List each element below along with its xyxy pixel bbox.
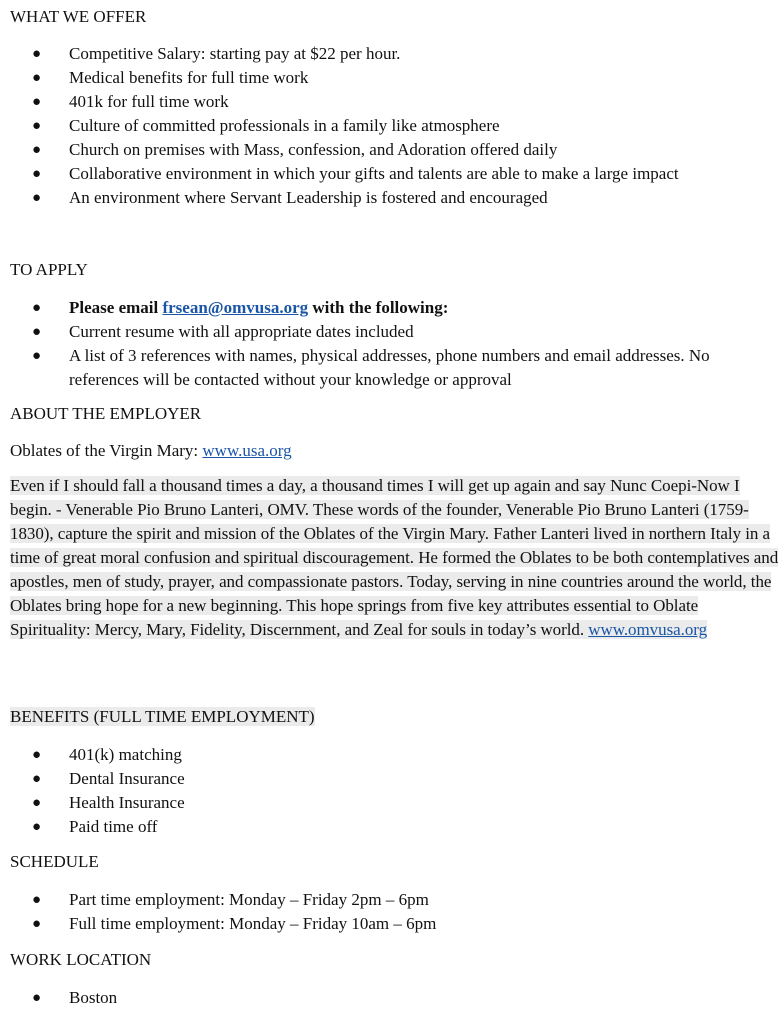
bullet-icon: ● xyxy=(32,747,42,763)
bullet-icon: ● xyxy=(32,324,42,340)
org-website-link[interactable]: www.usa.org xyxy=(202,441,292,460)
list-item: ● Competitive Salary: starting pay at $22 per hour. xyxy=(10,42,782,66)
list-item: ● 401k for full time work xyxy=(10,90,782,114)
bullet-icon: ● xyxy=(32,771,42,787)
benefits-heading: BENEFITS (FULL TIME EMPLOYMENT) xyxy=(10,707,315,726)
list-item: ● Collaborative environment in which your gifts and talents are able to make a large impact xyxy=(10,162,782,186)
list-item: ● 401(k) matching xyxy=(10,743,782,767)
list-item: ● Please email frsean@omvusa.org with the following: xyxy=(10,296,782,320)
bullet-icon: ● xyxy=(32,300,42,316)
list-item: ● An environment where Servant Leadership is fostered and encouraged xyxy=(10,186,782,210)
apply-heading: TO APPLY xyxy=(10,260,88,279)
list-item: ● Part time employment: Monday – Friday 2pm – 6pm xyxy=(10,888,782,912)
email-link[interactable]: frsean@omvusa.org xyxy=(162,298,309,317)
list-item: ● Culture of committed professionals in a family like atmosphere xyxy=(10,114,782,138)
list-item: ● Paid time off xyxy=(10,815,782,839)
bullet-icon: ● xyxy=(32,70,42,86)
employer-heading: ABOUT THE EMPLOYER xyxy=(10,404,202,423)
bullet-icon: ● xyxy=(32,348,42,364)
bullet-icon: ● xyxy=(32,142,42,158)
location-list xyxy=(10,986,782,1010)
apply-list xyxy=(10,296,782,392)
list-item: ● Medical benefits for full time work xyxy=(10,66,782,90)
schedule-list xyxy=(10,888,782,936)
bullet-icon: ● xyxy=(32,190,42,206)
bullet-icon: ● xyxy=(32,990,42,1006)
bullet-icon: ● xyxy=(32,819,42,835)
list-item: ● Dental Insurance xyxy=(10,767,782,791)
employer-org-line: Oblates of the Virgin Mary: www.usa.org xyxy=(10,441,292,460)
bullet-icon: ● xyxy=(32,892,42,908)
bullet-icon: ● xyxy=(32,118,42,134)
bullet-icon: ● xyxy=(32,166,42,182)
benefits-list xyxy=(10,743,782,839)
list-item: ● Boston xyxy=(10,986,782,1010)
bullet-icon: ● xyxy=(32,916,42,932)
offer-heading: WHAT WE OFFER xyxy=(10,7,147,26)
offer-list xyxy=(10,42,782,210)
schedule-heading: SCHEDULE xyxy=(10,852,99,871)
employer-about-paragraph: Even if I should fall a thousand times a day, a thousand times I will get up again and say Nunc Coepi-Now I begin. - Venerable Pio Bruno Lanteri, OMV. These words of the founder, Venerable Pio Bruno Lanteri (1759-1830), capture the spirit and mission of the Oblates of the Virgin Mary. Father Lanteri lived in northern Italy in a time of great moral confusion and spiritual discouragement. He formed the Oblates to be both contemplatives and apostles, men of study, prayer, and compassionate pastors. Today, serving in nine countries around the world, the Oblates bring hope for a new beginning. This hope springs from five key attributes essential to Oblate Spirituality: Mercy, Mary, Fidelity, Discernment, and Zeal for souls in today’s world. www.omvusa.org xyxy=(10,476,779,639)
omv-website-link[interactable]: www.omvusa.org xyxy=(588,620,708,639)
list-item: ● Full time employment: Monday – Friday 10am – 6pm xyxy=(10,912,782,936)
bullet-icon: ● xyxy=(32,795,42,811)
list-item: ● Current resume with all appropriate dates included xyxy=(10,320,782,344)
list-item: ● A list of 3 references with names, physical addresses, phone numbers and email addresses. No references will be contacted without your knowledge or approval xyxy=(32,346,710,389)
list-item: ● Health Insurance xyxy=(10,791,782,815)
list-item: ● Church on premises with Mass, confession, and Adoration offered daily xyxy=(10,138,782,162)
location-heading: WORK LOCATION xyxy=(10,950,152,969)
bullet-icon: ● xyxy=(32,46,42,62)
bullet-icon: ● xyxy=(32,94,42,110)
